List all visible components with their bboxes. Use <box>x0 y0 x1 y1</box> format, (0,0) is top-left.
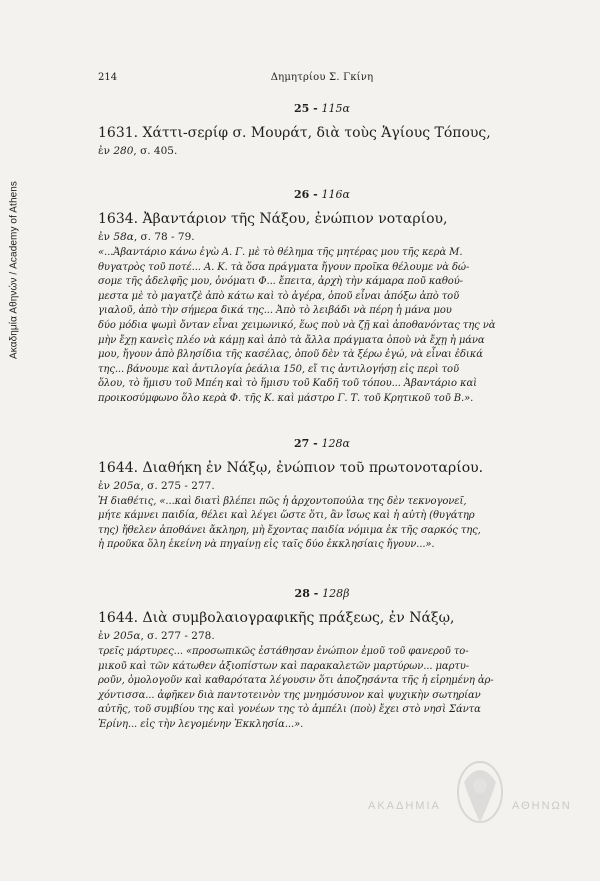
entry-reference: ἐν 58α, σ. 78 - 79. <box>98 231 195 243</box>
document-page <box>98 70 546 732</box>
entry-quote <box>98 645 546 733</box>
entry-pages: , σ. 78 - 79. <box>133 231 195 243</box>
entry-title: 1634. Ἀβαντάριον τῆς Νάξου, ἐνώπιον νοταρίου, <box>98 211 448 227</box>
entry-folio: 205α <box>113 479 141 492</box>
entry-1634 <box>98 211 546 407</box>
entry-quote <box>98 495 546 553</box>
section-number: 26 <box>294 188 310 201</box>
quote-line: της... βάνουμε καὶ ἀντιλογία ῥεάλια 150, εἴ τις ἀντιλογήσῃ εἰς περὶ τοῦ <box>98 363 459 375</box>
section-separator: - <box>309 586 323 600</box>
quote-line: μήτε κάμνει παιδία, θέλει καὶ λέγει ὥστε ὅτι, ἂν ἴσως καὶ ἡ αὐτὴ (θυγάτηρ <box>98 510 475 522</box>
section-folio: 128α <box>321 436 350 450</box>
section-heading-26 <box>98 188 546 201</box>
section-folio: 115α <box>321 102 350 115</box>
quote-line: ροῦν, ὁμολογοῦν καὶ καθαρότατα λέγουσιν ὅτι ἀποζησάντα τῆς ἡ εἰρημένη ἀρ- <box>98 675 494 687</box>
entry-1631 <box>98 125 546 158</box>
entry-reference: ἐν 280, σ. 405. <box>98 145 178 157</box>
entry-1644-will <box>98 460 546 553</box>
section-heading-27 <box>98 437 546 450</box>
side-watermark: Ακαδημία Αθηνών / Academy of Athens <box>8 180 20 360</box>
quote-line: ὅλου, τὸ ἥμισυ τοῦ Μπέη καὶ τὸ ἥμισυ τοῦ Καδῆ τοῦ τόπου... Ἀβαντάριο καὶ <box>98 378 477 390</box>
seal-text-left: ΑΚΑΔΗΜΙΑ <box>368 800 441 812</box>
quote-line: δύο μόδια ψωμὶ ὄνταν εἶναι χειμωνικό, ἕως ποὺ νὰ ζῇ καὶ ἀποθανόντας της νὰ <box>98 319 496 331</box>
quote-line: μικοῦ καὶ τῶν κάτωθεν ἀξιοπίστων καὶ παρακαλετῶν μαρτύρων... μαρτυ- <box>98 660 470 672</box>
quote-line: χόντισσα... ἀφῆκεν διὰ παντοτεινὸν της μνημόσυνον καὶ ψυχικὴν σωτηρίαν <box>98 689 481 701</box>
section-number: 28 <box>294 586 310 600</box>
quote-line: γιαλοῦ, ἀπὸ τὴν σήμερα δικά της... Ἀπὸ τὸ λειβάδι νὰ πέρη ἡ μάνα μου <box>98 305 452 317</box>
seal-text-right: ΑΘΗΝΩΝ <box>512 800 572 812</box>
entry-title: 1631. Χάττι-σερίφ σ. Μουράτ, διὰ τοὺς Ἁγίους Τόπους, <box>98 125 491 141</box>
entry-pages: , σ. 275 - 277. <box>140 479 215 492</box>
section-separator: - <box>309 436 322 450</box>
entry-1644-notarial <box>98 610 546 733</box>
quote-line: προικοσύμφωνο ὅλο κερὰ Φ. τῆς Κ. καὶ μάστρο Γ. Τ. τοῦ Κρητικοῦ τοῦ Β.». <box>98 392 474 404</box>
section-separator: - <box>309 102 322 115</box>
entry-reference: ἐν 205α, σ. 275 - 277. <box>98 479 215 492</box>
section-heading-28 <box>98 587 546 600</box>
quote-line: μὴν ἔχῃ κανεὶς πλέο νὰ κάμῃ καὶ ἀπὸ τὰ ἄλλα πράγματα ὁποὺ νὰ ἔχῃ ἡ μάνα <box>98 334 485 346</box>
quote-line: σομε τῆς ἀδελφῆς μου, ὀνόματι Φ... ἔπειτα, ἀρχὴ τὴν κάμαρα ποῦ καθού- <box>98 276 463 288</box>
entry-pages: , σ. 405. <box>133 145 178 157</box>
entry-reference: ἐν 205α, σ. 277 - 278. <box>98 629 215 642</box>
quote-line: μεστα μὲ τὸ μαγατζὲ ἀπὸ κάτω καὶ τὸ ἀγέρα, ὁποῦ εἶναι ἀπόξω ἀπὸ τοῦ <box>98 290 460 302</box>
entry-title: 1644. Διαθήκη ἐν Νάξῳ, ἐνώπιον τοῦ πρωτονοταρίου. <box>98 459 484 476</box>
quote-line: Ἐρίνη... εἰς τὴν λεγομένην Ἐκκλησία...». <box>98 718 304 730</box>
quote-line: τρεῖς μάρτυρες... «προσωπικῶς ἐστάθησαν ἐνώπιον ἐμοῦ τοῦ φανεροῦ το- <box>98 645 469 657</box>
section-folio: 128β <box>322 586 350 600</box>
section-folio: 116α <box>321 188 350 201</box>
section-separator: - <box>309 188 322 201</box>
entry-folio: 205α <box>113 629 141 642</box>
section-number: 25 <box>294 102 310 115</box>
section-number: 27 <box>294 436 310 450</box>
entry-pages: , σ. 277 - 278. <box>140 629 215 642</box>
quote-line: ἡ προῦκα ὅλη ἐκείνη νὰ πηγαίνῃ εἰς ταῖς δύο ἐκκλησίαις ἤγουν...». <box>98 539 435 551</box>
entry-quote <box>98 246 546 407</box>
entry-title: 1644. Διὰ συμβολαιογραφικῆς πράξεως, ἐν Νάξῳ, <box>98 609 455 626</box>
quote-line: μου, ἤγουν ἀπὸ βλησίδια τῆς κασέλας, ὁποῦ δὲν τὰ ξέρω ἐγώ, νὰ εἶναι ἐδικά <box>98 349 483 361</box>
section-heading-25 <box>98 102 546 115</box>
quote-line: αὐτῆς, τοῦ συμβίου της καὶ γονέων της τὸ ἀμπέλι (ποὺ) ἔχει στὸ νησὶ Σάντα <box>98 704 481 716</box>
entry-folio: 280 <box>113 145 134 157</box>
running-header <box>98 70 546 88</box>
entry-folio: 58α <box>113 231 134 243</box>
quote-line: θυγατρὸς τοῦ ποτέ... Α. Κ. τὰ ὅσα πράγματα ἤγουν προῖκα θέλουμε νὰ δώ- <box>98 261 470 273</box>
quote-line: «...Ἀβαντάριο κάνω ἐγὼ Α. Γ. μὲ τὸ θέλημα τῆς μητέρας μου τῆς κερὰ Μ. <box>98 247 463 258</box>
running-title: Δημητρίου Σ. Γκίνη <box>270 72 374 83</box>
athena-seal-icon <box>450 752 510 830</box>
quote-line: της) ἤθελεν ἀποθάνει ἄκληρη, μὴ ἔχοντας παιδία νόμιμα ἐκ τῆς σαρκός της, <box>98 524 481 536</box>
page-number: 214 <box>98 72 118 83</box>
quote-line: Ἡ διαθέτις, «...καὶ διατὶ βλέπει πῶς ἡ ἀρχοντοπούλα της δὲν τεκνογονεῖ, <box>98 495 467 507</box>
